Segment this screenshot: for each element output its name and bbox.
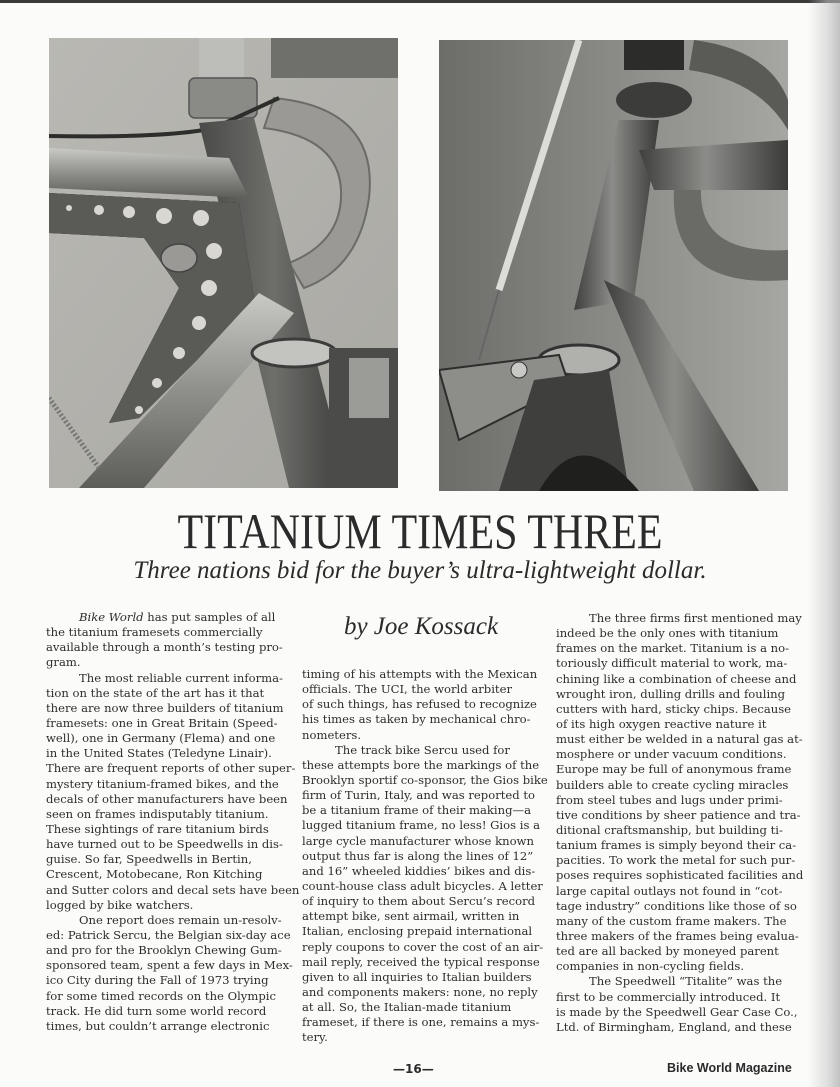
text-line: companies in non-cycling fields.: [556, 959, 745, 974]
text-line: ed: Patrick Sercu, the Belgian six-day ace: [46, 927, 291, 942]
bicycle-frame-photo-left: [49, 38, 398, 488]
text-line: decals of other manufacturers have been: [46, 791, 288, 806]
text-line: from steel tubes and lugs under primi-: [556, 792, 783, 807]
text-line: One report does remain un-resolv-: [79, 912, 282, 927]
bicycle-frame-photo-right: [439, 40, 788, 491]
text-line: and Sutter colors and decal sets have been: [46, 882, 300, 897]
text-line: frames on the market. Titanium is a no-: [556, 641, 790, 656]
text-line: The Speedwell “Titalite” was the: [589, 974, 783, 989]
author-byline: by Joe Kossack: [343, 613, 499, 640]
text-line: there are now three builders of titanium: [46, 700, 284, 715]
text-line: builders able to create cycling miracles: [556, 777, 789, 792]
text-line: at all. So, the Italian-made titanium: [302, 1000, 512, 1015]
text-column-1: [46, 610, 300, 1034]
text-line: ico City during the Fall of 1973 trying: [46, 973, 269, 988]
text-line: seen on frames indisputably titanium.: [46, 806, 269, 821]
text-line: is made by the Speedwell Gear Case Co.,: [556, 1004, 798, 1019]
text-line: many of the custom frame makers. The: [556, 913, 787, 928]
text-line: Ltd. of Birmingham, England, and these: [556, 1019, 792, 1034]
text-line: gram.: [46, 655, 81, 670]
text-line: large cycle manufacturer whose known: [302, 833, 534, 848]
text-line: the titanium framesets commercially: [46, 625, 263, 640]
text-line: Brooklyn sportif co-sponsor, the Gios bike: [302, 772, 548, 787]
text-line: available through a month’s testing pro-: [46, 640, 283, 655]
text-line: track. He did turn some world record: [46, 1003, 267, 1018]
text-line: Crescent, Motobecane, Ron Kitching: [46, 867, 263, 882]
page-number: —16—: [393, 1062, 434, 1076]
text-line: timing of his attempts with the Mexican: [302, 667, 538, 681]
text-line: firm of Turin, Italy, and was reported to: [302, 788, 536, 803]
text-line: There are frequent reports of other super-: [46, 761, 296, 776]
text-line: and pro for the Brooklyn Chewing Gum-: [46, 943, 282, 958]
text-line: logged by bike watchers.: [46, 897, 194, 912]
text-line: pacities. To work the metal for such pur-: [556, 853, 796, 868]
text-line: Europe may be full of anonymous frame: [556, 762, 792, 777]
text-line: toriously difficult material to work, ma-: [556, 656, 788, 671]
text-line: be a titanium frame of their making—a: [302, 803, 532, 818]
text-line: sponsored team, spent a few days in Mex-: [46, 958, 293, 973]
text-line: reply coupons to cover the cost of an air-: [302, 939, 544, 954]
article-subtitle: Three nations bid for the buyer’s ultra-lightweight dollar.: [133, 557, 707, 584]
text-line: guise. So far, Speedwells in Bertin,: [46, 852, 252, 867]
text-line: poses requires sophisticated facilities and: [556, 868, 804, 883]
text-line: must either be welded in a natural gas at-: [556, 732, 803, 747]
photo-right: [439, 40, 788, 491]
text-line: three makers of the frames being evalua-: [556, 928, 799, 943]
text-line: in the United States (Teledyne Linair).: [46, 746, 272, 761]
text-line: tanium frames is simply beyond their ca-: [556, 838, 797, 853]
text-line: first to be commercially introduced. It: [556, 989, 781, 1004]
text-line: tion on the state of the art has it that: [46, 685, 265, 700]
text-line: officials. The UCI, the world arbiter: [302, 682, 512, 697]
text-fragment: has put samples of all: [143, 610, 276, 624]
page-binding-shadow: [808, 0, 840, 1087]
text-line: of its high oxygen reactive nature it: [556, 716, 767, 731]
text-line: his times as taken by mechanical chro-: [302, 712, 531, 727]
text-line: tery.: [302, 1030, 328, 1045]
text-line: frameset, if there is one, remains a mys-: [302, 1015, 540, 1030]
text-line: well), one in Germany (Flema) and one: [46, 731, 276, 746]
text-line: large capital outlays not found in “cot-: [556, 883, 783, 898]
text-line: The three firms first mentioned may: [589, 611, 802, 625]
text-line: ditional craftsmanship, but building ti-: [556, 822, 783, 837]
text-line: these attempts bore the markings of the: [302, 757, 540, 772]
text-line: The track bike Sercu used for: [335, 742, 510, 757]
photo-left: [49, 38, 398, 488]
text-line: mosphere or under vacuum conditions.: [556, 747, 787, 762]
text-line: times, but couldn’t arrange electronic: [46, 1018, 270, 1033]
text-line: attempt bike, sent airmail, written in: [302, 909, 520, 924]
text-line: of inquiry to them about Sercu’s record: [302, 894, 536, 909]
text-column-3: [556, 611, 804, 1035]
publication-name: Bike World Magazine: [667, 1061, 792, 1075]
text-line: have turned out to be Speedwells in dis-: [46, 837, 283, 852]
text-line: output thus far is along the lines of 12”: [302, 848, 534, 863]
text-line: wrought iron, dulling drills and fouling: [556, 686, 786, 701]
text-line: tage industry” conditions like those of so: [556, 898, 797, 913]
text-line: lugged titanium frame, no less! Gios is a: [302, 818, 541, 833]
text-line: indeed be the only ones with titanium: [556, 626, 779, 641]
text-line: nometers.: [302, 727, 361, 742]
text-line: These sightings of rare titanium birds: [46, 821, 269, 836]
text-line: Italian, enclosing prepaid international: [302, 924, 533, 939]
text-line: ted are all backed by moneyed parent: [556, 944, 779, 959]
text-line: of such things, has refused to recognize: [302, 697, 537, 712]
text-line: and components makers: none, no reply: [302, 984, 538, 999]
text-line: and 16” wheeled kiddies’ bikes and dis-: [302, 863, 536, 878]
text-line: count-house class adult bicycles. A letter: [302, 878, 543, 893]
text-column-2: [302, 667, 546, 1046]
text-line: mystery titanium-framed bikes, and the: [46, 776, 279, 791]
text-line: for some timed records on the Olympic: [46, 988, 276, 1003]
text-line: [46, 610, 278, 625]
text-line: The most reliable current informa-: [79, 670, 283, 685]
text-line: chining like a combination of cheese and: [556, 671, 797, 686]
text-line: tive conditions by sheer patience and tra-: [556, 807, 801, 822]
text-line: cutters with hard, sticky chips. Because: [556, 701, 792, 716]
publication-name-inline: Bike World: [79, 610, 144, 624]
text-line: framesets: one in Great Britain (Speed-: [46, 715, 278, 730]
text-line: given to all inquiries to Italian builders: [302, 969, 532, 984]
scan-top-edge: [0, 0, 840, 3]
article-title: TITANIUM TIMES THREE: [177, 503, 663, 559]
text-line: mail reply, received the typical response: [302, 954, 540, 969]
